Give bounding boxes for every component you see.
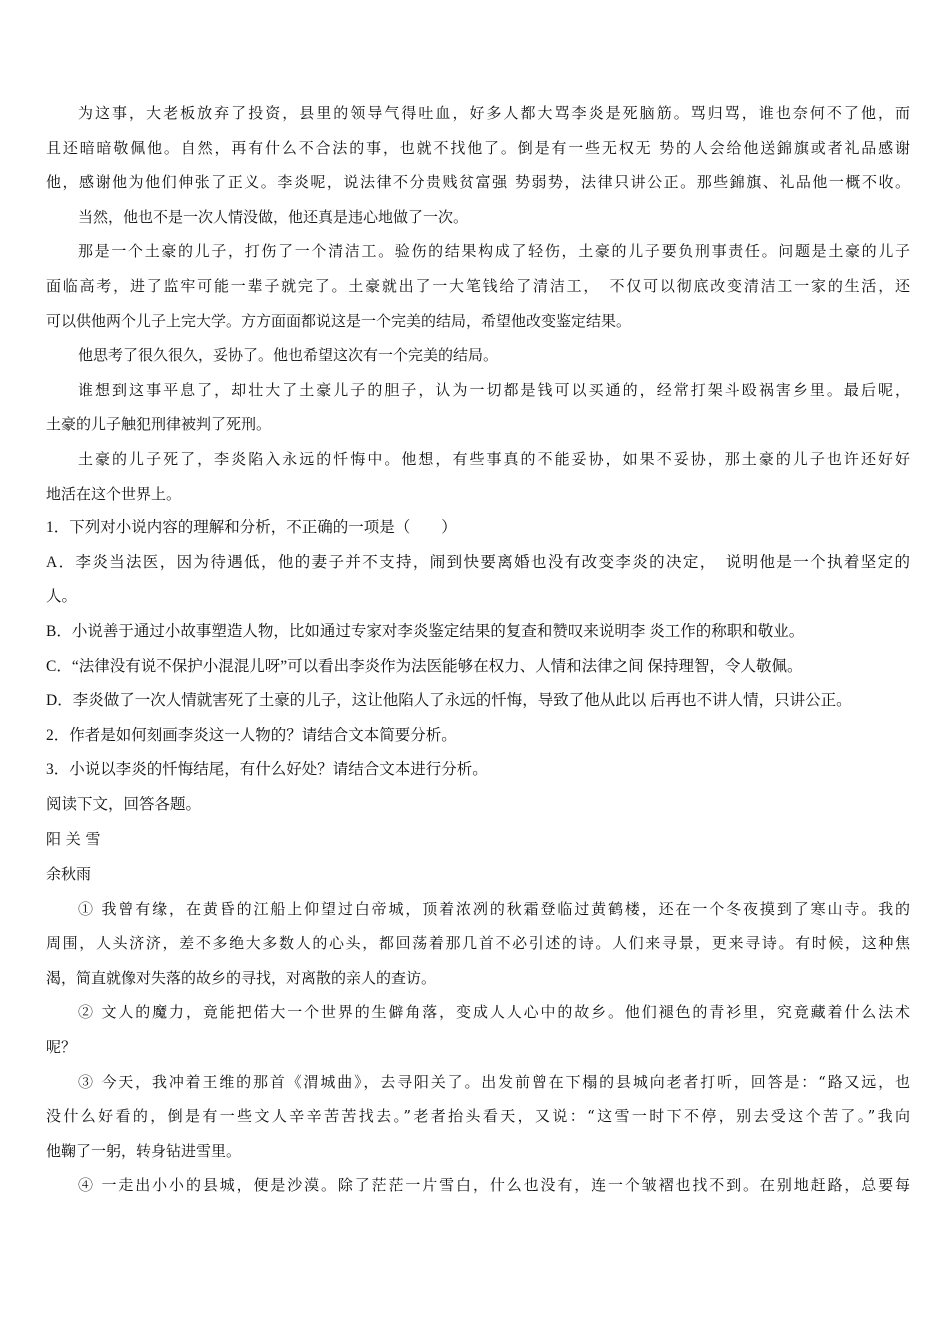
text-line: 呢？	[46, 1038, 77, 1057]
text-line: 渴，简直就像对失落的故乡的寻找，对离散的亲人的查访。	[46, 968, 437, 987]
text-line: 可以供他两个儿子上完大学。方方面面都说这是一个完美的结局，希望他改变鉴定结果。	[46, 311, 632, 330]
story-paragraph-6	[46, 442, 910, 511]
question-2: 2．作者是如何刻画李炎这一人物的？请结合文本简要分析。	[46, 726, 457, 744]
essay-title: 阳 关 雪	[46, 830, 101, 849]
essay-paragraph-1	[46, 892, 910, 996]
story-paragraph-4	[46, 338, 910, 373]
text-line: 土豪的儿子死了，李炎陷入永远的忏悔中。他想，有些事真的不能妥协，如果不妥协，那土豪的儿子也许还好好	[78, 449, 910, 468]
story-paragraph-2	[46, 200, 910, 235]
text-line: 他思考了很久很久，妥协了。他也希望这次有一个完美的结局。	[78, 346, 499, 365]
option-a: A．李炎当法医，因为待遇低，他的妻子并不支持，闹到快要离婚也没有改变李炎的决定， 说明他是一个执着坚定的	[46, 553, 910, 571]
essay-paragraph-2	[46, 995, 910, 1064]
text-line: 他鞠了一躬，转身钻进雪里。	[46, 1141, 242, 1160]
essay-author: 余秋雨	[46, 865, 92, 884]
option-b: B．小说善于通过小故事塑造人物，比如通过专家对李炎鉴定结果的复查和赞叹来说明李 炎工作的称职和敬业。	[46, 622, 805, 640]
document-page	[46, 96, 910, 1203]
option-a-continued: 人。	[46, 588, 78, 606]
story-paragraph-5	[46, 373, 910, 442]
text-line: 周围，人头济济，差不多绝大多数人的心头，都回荡着那几首不必引述的诗。人们来寻景，更来寻诗。有时候，这种焦	[46, 934, 910, 953]
reading-instruction: 阅读下文，回答各题。	[46, 795, 202, 813]
text-line: ① 我曾有缘，在黄昏的江船上仰望过白帝城，顶着浓冽的秋霜登临过黄鹤楼，还在一个冬夜摸到了寒山寺。我的	[78, 899, 910, 918]
text-line: 他，感谢他为他们伸张了正义。李炎呢，说法律不分贵贱贫富强 势弱势，法律只讲公正。那些錦旗、礼品他一概不收。	[46, 173, 910, 192]
text-line: 谁想到这事平息了，却壮大了土豪儿子的胆子，认为一切都是钱可以买通的，经常打架斗殴祸害乡里。最后呢，	[78, 380, 910, 399]
text-line: 当然，他也不是一次人情没做，他还真是违心地做了一次。	[78, 207, 469, 226]
text-line: ③ 今天，我冲着王维的那首《渭城曲》，去寻阳关了。出发前曾在下榻的县城向老者打听，回答是：“路又远，也	[78, 1072, 910, 1091]
text-line: 地活在这个世界上。	[46, 484, 182, 503]
text-line: ② 文人的魔力，竟能把偌大一个世界的生僻角落，变成人人心中的故乡。他们褪色的青衫里，究竟藏着什么法术	[78, 1003, 910, 1022]
text-line: 那是一个土豪的儿子，打伤了一个清洁工。验伤的结果构成了轻伤，土豪的儿子要负刑事责任。问题是土豪的儿子	[78, 242, 910, 261]
option-d: D．李炎做了一次人情就害死了土豪的儿子，这让他陷人了永远的忏悔，导致了他从此以 后再也不讲人情，只讲公正。	[46, 692, 852, 710]
text-line: 土豪的儿子触犯刑律被判了死刑。	[46, 415, 272, 434]
essay-paragraph-4	[46, 1168, 910, 1203]
text-line: 面临高考，进了监牢可能一辈子就完了。土豪就出了一大笔钱给了清洁工， 不仅可以彻底改变清洁工一家的生活，还	[46, 276, 910, 295]
story-paragraph-1	[46, 96, 910, 200]
question-1: 1．下列对小说内容的理解和分析，不正确的一项是（ ）	[46, 519, 457, 537]
essay-paragraph-3	[46, 1065, 910, 1169]
question-3: 3．小说以李炎的忏悔结尾，有什么好处？请结合文本进行分析。	[46, 761, 488, 779]
text-line: 且还暗暗敬佩他。自然，再有什么不合法的事，也就不找他了。倒是有一些无权无 势的人会给他送錦旗或者礼品感谢	[46, 138, 910, 157]
text-line: 为这事，大老板放弃了投资，县里的领导气得吐血，好多人都大骂李炎是死脑筋。骂归骂，谁也奈何不了他，而	[78, 104, 910, 122]
text-line: ④ 一走出小小的县城，便是沙漠。除了茫茫一片雪白，什么也没有，连一个皱褶也找不到。在别地赶路，总要每	[78, 1176, 910, 1195]
text-line: 没什么好看的，倒是有一些文人辛辛苦苦找去。”老者抬头看天，又说：“这雪一时下不停，别去受这个苦了。”我向	[46, 1107, 910, 1126]
option-c: C．“法律没有说不保护小混混儿呀”可以看出李炎作为法医能够在权力、人情和法律之间 保持理智，令人敬佩。	[46, 657, 803, 675]
story-paragraph-3	[46, 234, 910, 338]
question-block	[46, 511, 910, 788]
